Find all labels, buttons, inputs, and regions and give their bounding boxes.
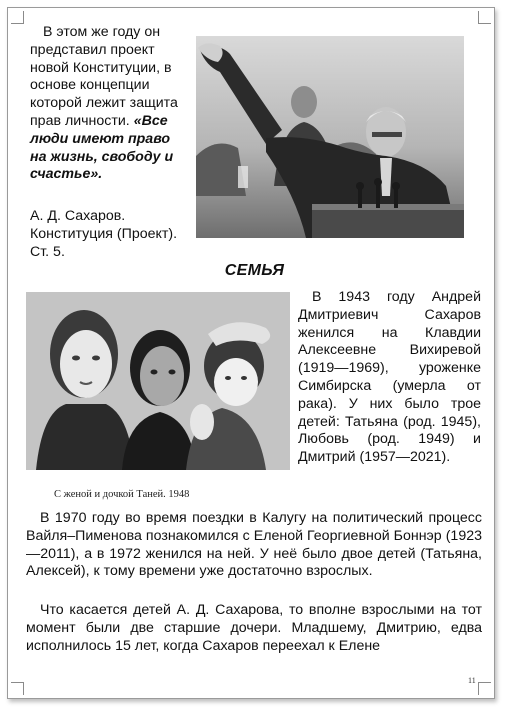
intro-text: В этом же году он представил проект новой Конституции, в основе концепции которой лежит защита прав личности. (30, 24, 178, 129)
children-paragraph: Что касается детей А. Д. Сахарова, то вполне взрослыми на тот момент были две старшие дочери. Младшему, Дмитрию, едва исполнилось 15 лет, когда Сахаров переехал к Елене (26, 602, 482, 654)
section-heading: СЕМЬЯ (224, 262, 285, 279)
family-paragraph: В 1943 году Андрей Дмитриевич Сахаров женился на Клавдии Алексеевне Вихиревой (1919—1969), уроженке Симбирска (умерла от рака). У них было трое детей: Татьяна (род. 1945), Любовь (род. 1949) и Дмитрий (1957—2021). (298, 289, 481, 466)
speech-photo-image (196, 36, 464, 238)
corner-mark (478, 682, 491, 695)
speech-photo (196, 36, 464, 238)
citation: А. Д. Сахаров. Конституция (Проект). Ст. 5. (30, 208, 178, 260)
family-photo-image (26, 292, 290, 470)
page-number: 11 (468, 676, 476, 685)
constitution-quote: «Все люди имеют право на жизнь, свободу и счастье». (30, 112, 174, 183)
corner-mark (11, 11, 24, 24)
corner-mark (11, 682, 24, 695)
intro-paragraph (30, 24, 190, 184)
family-photo (26, 292, 290, 470)
photo-caption: С женой и дочкой Таней. 1948 (54, 489, 190, 500)
bonner-paragraph: В 1970 году во время поездки в Калугу на политический процесс Вайля–Пименова познакомился с Еленой Георгиевной Боннэр (1923—2011), а в 1972 женился на ней. У неё было двое детей (Татьяна, Алексей), к тому времени уже достаточно взрослых. (26, 510, 482, 580)
corner-mark (478, 11, 491, 24)
